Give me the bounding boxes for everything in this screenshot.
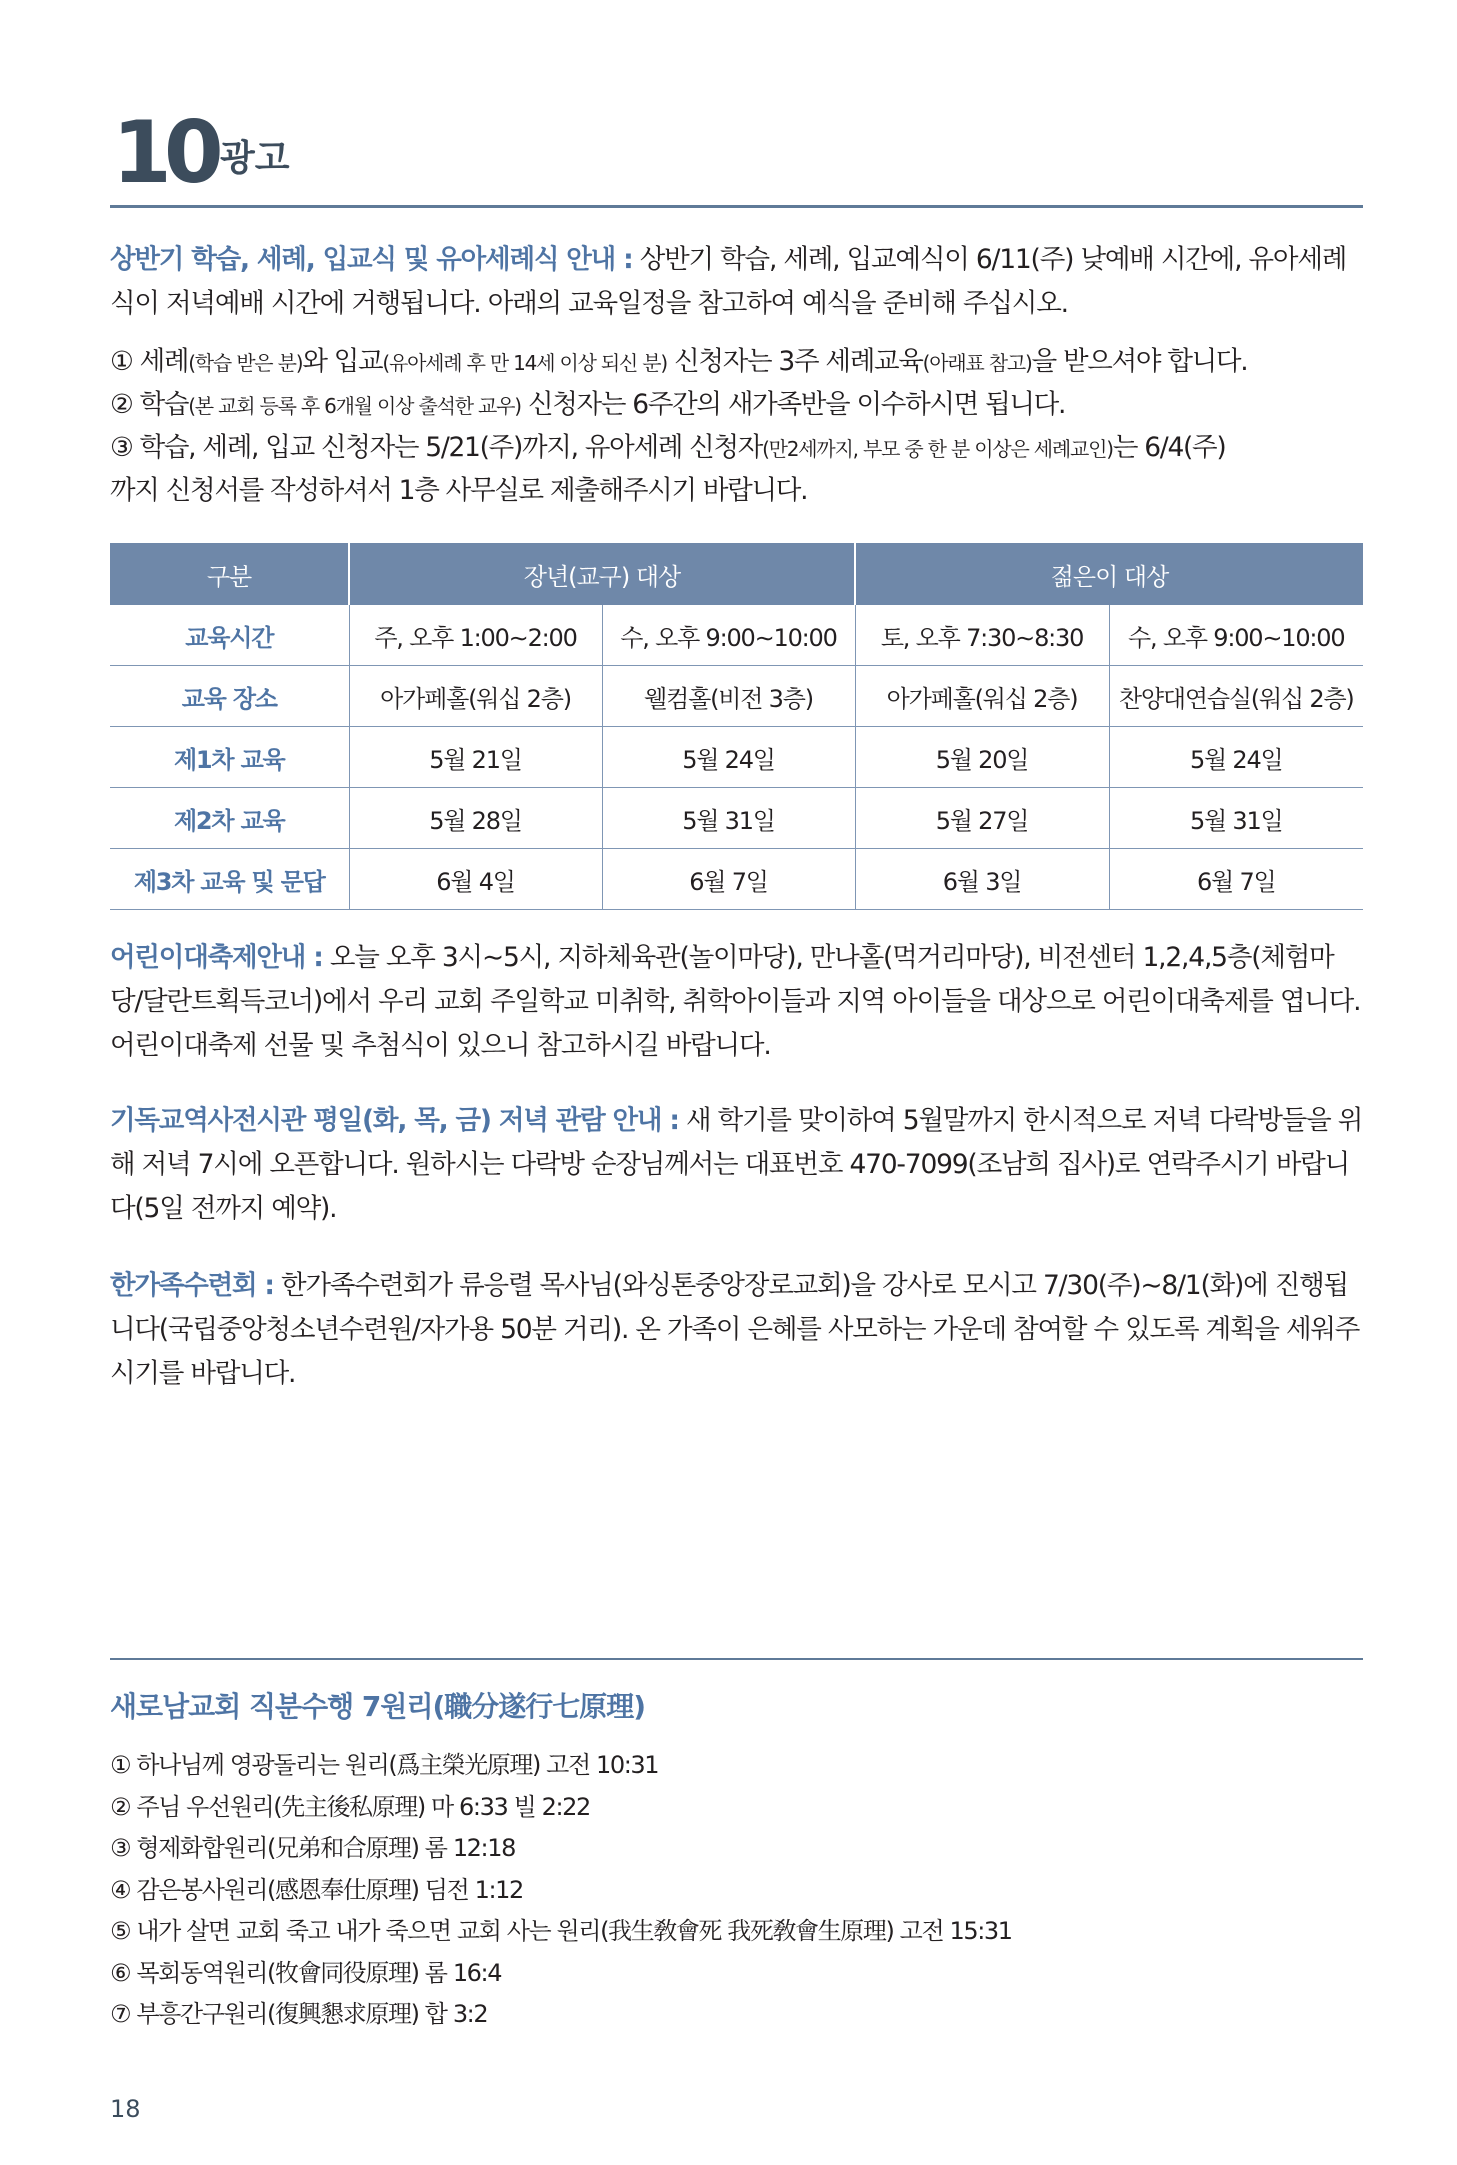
condition-2-part: ② 학습 — [110, 389, 189, 420]
table-cell: 웰컴홀(비전 3층) — [602, 666, 855, 727]
table-cell: 아가페홀(워십 2층) — [855, 666, 1109, 727]
motto-item: ⑦ 부흥간구원리(復興懇求原理) 합 3:2 — [110, 2000, 488, 2028]
table-cell: 5월 31일 — [602, 788, 855, 849]
row-label: 교육시간 — [110, 605, 349, 666]
row-label: 제1차 교육 — [110, 727, 349, 788]
row-label: 제3차 교육 및 문답 — [110, 849, 349, 910]
table-cell: 5월 28일 — [349, 788, 602, 849]
table-cell: 5월 20일 — [855, 727, 1109, 788]
condition-2-part: 신청자는 6주간의 새가족반을 이수하시면 됩니다. — [520, 389, 1066, 420]
condition-1-part: 신청자는 3주 세례교육 — [666, 346, 923, 377]
table-row — [110, 666, 1363, 727]
condition-2 — [110, 384, 1363, 427]
table-cell: 6월 7일 — [602, 849, 855, 910]
table-cell: 6월 4일 — [349, 849, 602, 910]
condition-1-part: ① 세례 — [110, 346, 189, 377]
condition-1 — [110, 341, 1363, 384]
section-title: 광고 — [220, 138, 290, 179]
motto-item: ② 주님 우선원리(先主後私原理) 마 6:33 빌 2:22 — [110, 1792, 590, 1821]
motto-list — [110, 1745, 1012, 2036]
condition-1-part: 을 받으셔야 합니다. — [1031, 346, 1248, 377]
table-cell: 수, 오후 9:00∼10:00 — [1109, 605, 1363, 666]
table-cell: 6월 3일 — [855, 849, 1109, 910]
notice-baptism — [110, 238, 1363, 326]
notice-kids-festival-body: 오늘 오후 3시∼5시, 지하체육관(놀이마당), 만나홀(먹거리마당), 비전센터 1,2,4,5층(체험마당/달란트획득코너)에서 우리 교회 주일학교 미취학, 취학아이들과 지역 아이들을 대상으로 어린이대축제를 엽니다. 어린이대축제 선물 및 추첨식이 있으니 참고하시길 바랍니다. — [110, 942, 1361, 1061]
condition-3-note: (만2세까지, 부모 중 한 분 이상은 세례교인) — [762, 437, 1113, 461]
table-row — [110, 605, 1363, 666]
row-label: 교육 장소 — [110, 666, 349, 727]
condition-3-continued: 까지 신청서를 작성하셔서 1층 사무실로 제출해주시기 바랍니다. — [110, 475, 808, 506]
motto-item: ④ 감은봉사원리(感恩奉仕原理) 딤전 1:12 — [110, 1875, 523, 1904]
table-cell: 5월 21일 — [349, 727, 602, 788]
table-cell: 수, 오후 9:00∼10:00 — [602, 605, 855, 666]
table-cell: 5월 24일 — [1109, 727, 1363, 788]
table-cell: 토, 오후 7:30∼8:30 — [855, 605, 1109, 666]
table-cell: 주, 오후 1:00∼2:00 — [349, 605, 602, 666]
condition-1-note: (학습 받은 분) — [188, 351, 303, 375]
notice-history-museum — [110, 1099, 1363, 1231]
table-row — [110, 788, 1363, 849]
table-header-row — [110, 543, 1363, 605]
table-cell: 6월 7일 — [1109, 849, 1363, 910]
table-row — [110, 849, 1363, 910]
notice-baptism-body: 상반기 학습, 세례, 입교예식이 6/11(주) 낮예배 시간에, 유아세례식이 저녁예배 시간에 거행됩니다. 아래의 교육일정을 참고하여 예식을 준비해 주십시오. — [110, 244, 1347, 319]
condition-1-part: 와 입교 — [302, 346, 383, 377]
notice-kids-festival — [110, 936, 1363, 1068]
table-cell: 아가페홀(워십 2층) — [349, 666, 602, 727]
table-header-elder: 장년(교구) 대상 — [349, 543, 855, 605]
motto-divider — [110, 1658, 1363, 1660]
motto-title: 새로남교회 직분수행 7원리(職分遂行七原理) — [110, 1690, 646, 1723]
notice-history-museum-body: 새 학기를 맞이하여 5월말까지 한시적으로 저녁 다락방들을 위해 저녁 7시에 오픈합니다. 원하시는 다락방 순장님께서는 대표번호 470-7099(조남희 집사)로 연락주시기 바랍니다(5일 전까지 예약). — [110, 1105, 1363, 1224]
table-cell: 찬양대연습실(워십 2층) — [1109, 666, 1363, 727]
page-number: 18 — [110, 2095, 141, 2123]
notice-family-retreat-title: 한가족수련회 : — [110, 1270, 274, 1301]
motto-item: ① 하나님께 영광돌리는 원리(爲主榮光原理) 고전 10:31 — [110, 1751, 659, 1779]
header-divider — [110, 205, 1363, 208]
motto-item: ⑥ 목회동역원리(牧會同役原理) 롬 16:4 — [110, 1958, 502, 1987]
condition-2-note: (본 교회 등록 후 6개월 이상 출석한 교우) — [188, 394, 521, 418]
section-header — [110, 103, 1363, 203]
notice-baptism-title: 상반기 학습, 세례, 입교식 및 유아세례식 안내 : — [110, 244, 633, 275]
condition-3 — [110, 427, 1363, 470]
condition-1-note: (유아세례 후 만 14세 이상 되신 분) — [382, 351, 667, 375]
table-row — [110, 727, 1363, 788]
table-header-category: 구분 — [110, 543, 349, 605]
baptism-conditions — [110, 341, 1363, 512]
motto-item: ③ 형제화합원리(兄弟和合原理) 롬 12:18 — [110, 1834, 515, 1862]
education-schedule-table — [110, 543, 1363, 910]
row-label: 제2차 교육 — [110, 788, 349, 849]
table-cell: 5월 24일 — [602, 727, 855, 788]
table-cell: 5월 31일 — [1109, 788, 1363, 849]
motto-item: ⑤ 내가 살면 교회 죽고 내가 죽으면 교회 사는 원리(我生敎會死 我死敎會生原理) 고전 15:31 — [110, 1917, 1012, 1945]
notice-kids-festival-title: 어린이대축제안내 : — [110, 942, 323, 973]
table-cell: 5월 27일 — [855, 788, 1109, 849]
section-number: 10 — [112, 103, 216, 203]
table-header-young: 젊은이 대상 — [855, 543, 1363, 605]
notice-history-museum-title: 기독교역사전시관 평일(화, 목, 금) 저녁 관람 안내 : — [110, 1105, 679, 1136]
notice-family-retreat — [110, 1264, 1363, 1396]
condition-1-note: (아래표 참고) — [922, 351, 1032, 375]
condition-3-part: 는 6/4(주) — [1112, 432, 1226, 463]
condition-3-part: ③ 학습, 세례, 입교 신청자는 5/21(주)까지, 유아세례 신청자 — [110, 432, 763, 463]
notice-family-retreat-body: 한가족수련회가 류응렬 목사님(와싱톤중앙장로교회)을 강사로 모시고 7/30(주)∼8/1(화)에 진행됩니다(국립중앙청소년수련원/자가용 50분 거리). 온 가족이 은혜를 사모하는 가운데 참여할 수 있도록 계획을 세워주시기를 바랍니다. — [110, 1270, 1360, 1389]
